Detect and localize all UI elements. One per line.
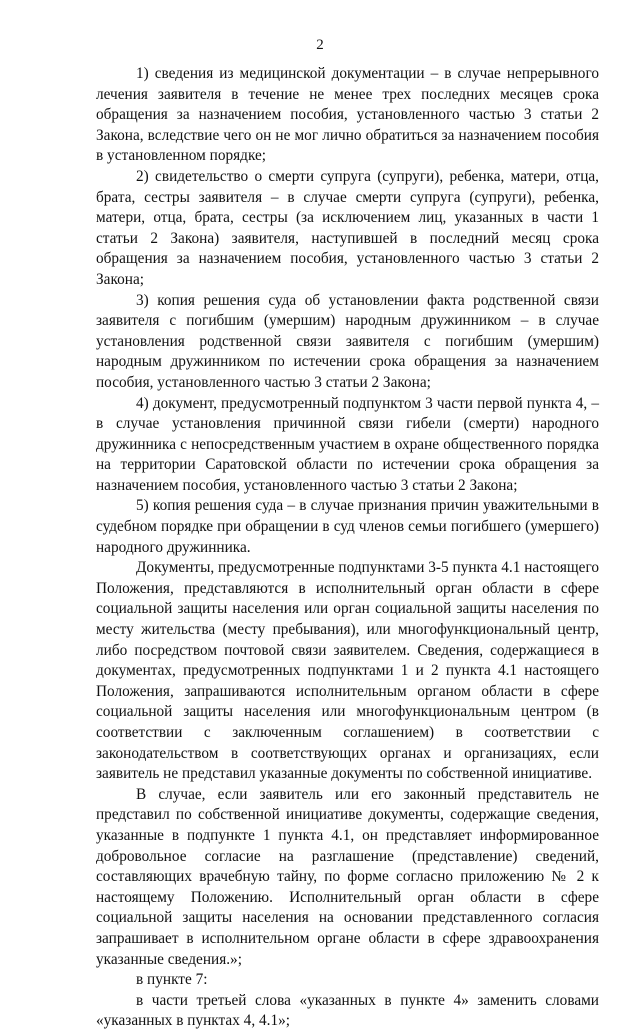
paragraph-item-7-heading: в пункте 7:	[136, 971, 208, 989]
document-body	[96, 64, 599, 1032]
paragraph-subitem-1: 1) сведения из медицинской документации – в случае непрерывного лечения заявителя в течение не менее трех последних месяцев срока обращения за назначением пособия, установленного частью 3 статьи 2 Закона, вследствие чего он не мог лично обратиться за назначением пособия в установленном порядке;	[96, 65, 599, 165]
paragraph-subitem-5: 5) копия решения суда – в случае признания причин уважительными в судебном порядке при обращении в суд членов семьи погибшего (умершего) народного дружинника.	[96, 497, 599, 556]
paragraph-item-7-amendment: в части третьей слова «указанных в пункте 4» заменить словами «указанных в пунктах 4, 4.1»;	[96, 991, 599, 1030]
paragraph-documents-submission: Документы, предусмотренные подпунктами 3-5 пункта 4.1 настоящего Положения, представляются в исполнительный орган области в сфере социальной защиты населения или орган социальной защиты населения по месту жительства (месту пребывания), или многофункциональный центр, либо посредством почтовой связи заявителем. Сведения, содержащиеся в документах, предусмотренных подпунктами 1 и 2 пункта 4.1 настоящего Положения, запрашиваются исполнительным органом области в сфере социальной защиты населения или многофункциональным центром (в соответствии с заключенным соглашением) в соответствии с законодательством в соответствующих органах и организациях, если заявитель не представил указанные документы по собственной инициативе.	[96, 559, 599, 783]
paragraph-consent: В случае, если заявитель или его законный представитель не представил по собственной инициативе документы, содержащие сведения, указанные в подпункте 1 пункта 4.1, он представляет информированное добровольное согласие на разглашение (представление) сведений, составляющих врачебную тайну, по форме согласно приложению № 2 к настоящему Положению. Исполнительный орган области в сфере социальной защиты населения на основании представленного согласия запрашивает в исполнительном органе области в сфере здравоохранения указанные сведения.»;	[96, 785, 599, 968]
paragraph-subitem-2: 2) свидетельство о смерти супруга (супруги), ребенка, матери, отца, брата, сестры заявителя – в случае смерти супруга (супруги), ребенка, матери, отца, брата, сестры (за исключением лиц, указанных в части 1 статьи 2 Закона) заявителя, наступившей в последний месяц срока обращения за назначением пособия, установленного частью 3 статьи 2 Закона;	[96, 167, 599, 288]
page-number: 2	[316, 37, 324, 53]
paragraph-subitem-4: 4) документ, предусмотренный подпунктом 3 части первой пункта 4, – в случае установления причинной связи гибели (смерти) народного дружинника с непосредственным участием в охране общественного порядка на территории Саратовской области по истечении срока обращения за назначением пособия, установленного частью 3 статьи 2 Закона;	[96, 394, 599, 494]
paragraph-subitem-3: 3) копия решения суда об установлении факта родственной связи заявителя с погибшим (умершим) народным дружинником – в случае установления родственной связи заявителя с погибшим (умершим) народным дружинником по истечении срока обращения за назначением пособия, установленного частью 3 статьи 2 Закона;	[96, 291, 599, 391]
